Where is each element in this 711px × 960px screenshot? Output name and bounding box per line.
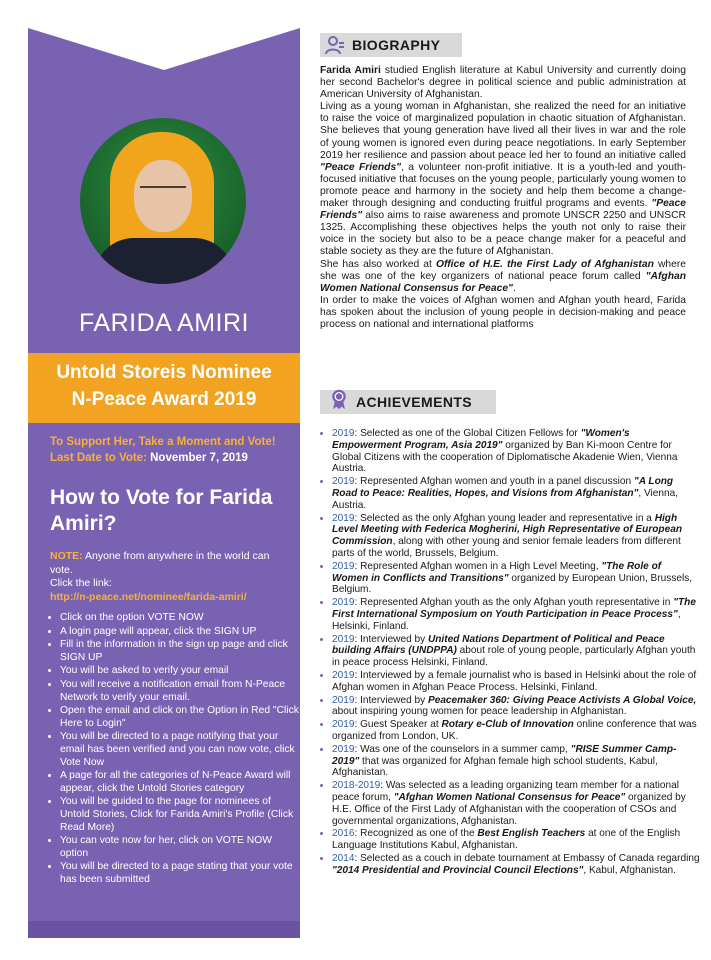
note-label: NOTE: [50, 550, 83, 562]
achievement-emphasis: "Afghan Women National Consensus for Peace" [393, 791, 626, 803]
bio-emphasis: "Peace Friends" [320, 198, 686, 222]
bio-text: She has also worked at [320, 258, 436, 270]
achievement-text: : Was selected as a leading organizing team member for a national peace forum, [332, 780, 679, 803]
achievement-item [332, 853, 700, 877]
achievement-text: that was organized for Afghan female high school students, Kabul, Afghanistan. [332, 755, 658, 779]
bio-emphasis: "Afghan Women National Consensus for Peace" [320, 270, 686, 294]
achievement-text: : Recognized as one of the [354, 828, 478, 840]
bio-paragraph [320, 259, 686, 295]
achievement-item [332, 780, 700, 827]
achievement-text: about inspiring young women for peace leadership in Afghanistan. [332, 706, 627, 718]
photo-body [94, 238, 234, 284]
achievement-text: , Kabul, Afghanistan. [583, 864, 676, 876]
bio-paragraph: In order to make the voices of Afghan women and Afghan youth heard, Farida has spoken about the inclusion of young people in decision-making and peace process on national and international platforms [320, 294, 686, 330]
achievement-text: : Represented Afghan women in a High Level Meeting, [354, 560, 602, 572]
bio-paragraph [320, 101, 686, 258]
achievement-emphasis: "2014 Presidential and Provincial Council Elections" [332, 864, 584, 876]
voting-step: • Open the email and click on the Option in Red "Click Here to Login" [60, 705, 300, 730]
achievement-year: 2019 [332, 719, 355, 731]
achievement-emphasis: High Level Meeting with Federica Mogherini, High Representative of European Commission [332, 512, 682, 548]
achievement-emphasis: "The First International Symposium on Youth Participation in Peace Process" [332, 597, 696, 620]
achievement-item [332, 670, 700, 694]
achievement-item [332, 476, 700, 511]
achievement-item [332, 513, 700, 560]
biography-title: BIOGRAPHY [352, 37, 441, 53]
achievement-item [332, 428, 700, 475]
last-date-line [50, 450, 295, 466]
achievement-emphasis: "The Role of Women in Conflicts and Transitions" [332, 560, 662, 584]
note-text: Anyone from anywhere in the world can vote. [50, 550, 270, 576]
achievement-emphasis: "RISE Summer Camp- 2019" [332, 743, 677, 767]
achievement-text: : Selected as the only Afghan young leader and representative in a [354, 512, 655, 524]
bio-text: . [512, 282, 516, 294]
achievement-year: 2019 [332, 597, 355, 609]
achievement-item [332, 597, 700, 632]
achievement-year: 2019 [332, 694, 355, 706]
achievement-text: : Selected as a couch in debate tournament at Embassy of Canada regarding [354, 852, 700, 864]
last-date-value: November 7, 2019 [150, 452, 248, 464]
achievement-text: : Represented Afghan women and youth in a panel discussion [354, 476, 634, 488]
voting-step: • You can vote now for her, click on VOTE NOW option [60, 835, 300, 860]
ribbon-bottom-band [28, 921, 300, 938]
bio-text: also aims to raise awareness and promote UNSCR 2250 and UNSCR 1325. Accomplishing these objectives helps the youth not only to raise their voice in the society but also to be a peace change maker for a peaceful and stable society as they are the future of Afghanistan. [320, 210, 686, 258]
achievement-text: online conference that was organized from London, UK. [332, 719, 697, 742]
achievement-text: : Selected as one of the Global Citizen Fellows for [354, 428, 581, 439]
achievement-emphasis: Best English Teachers [477, 828, 586, 840]
click-link-text: Click the link: [50, 577, 112, 589]
voting-step: • A page for all the categories of N-Peace Award will appear, click the Untold Stories category [60, 770, 300, 795]
achievement-year: 2019 [332, 560, 355, 572]
achievement-text: , Helsinki, Finland. [332, 608, 681, 632]
achievement-year: 2019 [332, 512, 355, 524]
achievement-text: , along with other young and senior female leaders from different parts of the world, Brussels, Belgium. [332, 536, 681, 559]
bio-emphasis: "Peace Friends" [320, 161, 402, 173]
bio-text: where she was one of the key organizers of national peace forum called [320, 258, 687, 282]
achievement-year: 2019 [332, 669, 355, 681]
achievement-emphasis: Rotary e-Club of Innovation [441, 719, 574, 731]
bio-text: studied English literature at Kabul University and currently doing her second Bachelor's degree in political science and public administration at American University of Afghanistan. [320, 65, 687, 101]
achievement-text: : Guest Speaker at [354, 719, 442, 731]
achievement-year: 2019 [332, 633, 355, 645]
bio-emphasis: Office of H.E. the First Lady of Afghanistan [435, 258, 654, 270]
achievement-text: : Was one of the counselors in a summer camp, [354, 743, 571, 755]
achievement-emphasis: "Women's Empowerment Program, Asia 2019" [332, 428, 630, 451]
banner-line-1: Untold Storeis Nominee [56, 362, 272, 383]
nominee-link[interactable]: http://n-peace.net/nominee/farida-amiri/ [50, 590, 247, 603]
bio-text: , a volunteer non-profit initiative. It is a youth-led and youth-focused initiative that focuses on the young people, particularly young women to promote peace and harmony in the society and help them become a change-maker through designing and conducting fruitful programs and events. [320, 161, 686, 210]
achievement-text: : Interviewed by a female journalist who is based in Helsinki about the role of Afghan women in Afghan Peace Process. Helsinki, Finland. [332, 669, 697, 693]
achievement-year: 2019 [332, 428, 355, 439]
achievements-list [320, 428, 700, 877]
achievement-text: , Vienna, Austria. [332, 487, 679, 511]
nominee-name: FARIDA AMIRI [79, 309, 249, 337]
achievement-emphasis: "A Long Road to Peace: Realities, Hopes, and Visions from Afghanistan" [332, 476, 674, 499]
achievement-item [332, 719, 700, 743]
achievement-text: organized by European Union, Brussels, Belgium. [332, 572, 693, 596]
achievement-text: organized by H.E. Office of the First Lady of Afghanistan with the cooperation of CSOs and governmental organizations, Afghanistan. [332, 791, 686, 827]
achievement-year: 2018-2019 [332, 780, 381, 792]
bio-text: Living as a young woman in Afghanistan, she realized the need for an initiative to raise the voice of marginalized population in chaotic situation of Afghanistan. She believes that young generation have lived all their lives in war and the role of young women is ignored even during peace negotiations. In early September 2019 her resilience and passion about peace led her to found an initiative called [320, 101, 686, 161]
voting-step: • You will be guided to the page for nominees of Untold Stories, Click for Farida Amiri's Profile (Click Read More) [60, 796, 300, 834]
photo-glasses [140, 186, 186, 200]
voting-step: • Click on the option VOTE NOW [60, 612, 300, 625]
achievement-item [332, 828, 700, 852]
voting-step: • You will be asked to verify your email [60, 665, 300, 678]
achievement-item [332, 561, 700, 596]
person-icon [324, 34, 346, 56]
achievement-year: 2019 [332, 476, 355, 488]
note-block [50, 550, 295, 604]
achievement-text: organized by Ban Ki-moon Centre for Global Citizens with the cooperation of Diplomatische Akadenie Wien, Vienna Austria. [332, 439, 678, 475]
achievements-title: ACHIEVEMENTS [356, 394, 473, 410]
voting-step: • A login page will appear, click the SIGN UP [60, 626, 300, 639]
achievement-text: at one of the English Language Institutions Kabul, Afghanistan. [332, 828, 681, 852]
last-date-label: Last Date to Vote: [50, 452, 147, 464]
achievement-item [332, 744, 700, 779]
support-text: To Support Her, Take a Moment and Vote! [50, 436, 276, 448]
achievement-item [332, 634, 700, 669]
achievement-emphasis: Peacemaker 360: Giving Peace Activists A Global Voice, [427, 694, 697, 706]
achievement-text: about role of young people, particularly Afghan youth in peace process Helsinki, Finland. [332, 645, 696, 669]
achievement-year: 2019 [332, 743, 355, 755]
how-to-vote-title: How to Vote for Farida Amiri? [50, 486, 273, 535]
achievement-year: 2016 [332, 828, 355, 840]
achievement-emphasis: United Nations Department of Political and Peace building Affairs (UNDPPA) [332, 633, 665, 657]
achievement-item [332, 695, 700, 719]
award-badge-icon [328, 388, 350, 410]
profile-photo [80, 118, 246, 284]
voting-step: • You will receive a notification email from N-Peace Network to verify your email. [60, 679, 300, 704]
bio-name: Farida Amiri [320, 65, 381, 76]
voting-step: • You will be directed to a page notifying that your email has been verified and you can now vote, click Vote Now [60, 731, 300, 769]
voting-step: • You will be directed to a page stating that your vote has been submitted [60, 861, 300, 886]
banner-line-2: N-Peace Award 2019 [71, 389, 257, 410]
achievement-text: : Interviewed by [354, 633, 428, 645]
biography-text [320, 65, 686, 331]
achievement-text: : Represented Afghan youth as the only Afghan youth representative in [354, 597, 674, 609]
voting-steps-list [46, 612, 300, 887]
support-block [50, 434, 295, 466]
achievement-text: : Interviewed by [354, 694, 428, 706]
bio-paragraph [320, 65, 686, 101]
achievement-year: 2014 [332, 852, 355, 864]
voting-step: • Fill in the information in the sign up page and click SIGN UP [60, 639, 300, 664]
